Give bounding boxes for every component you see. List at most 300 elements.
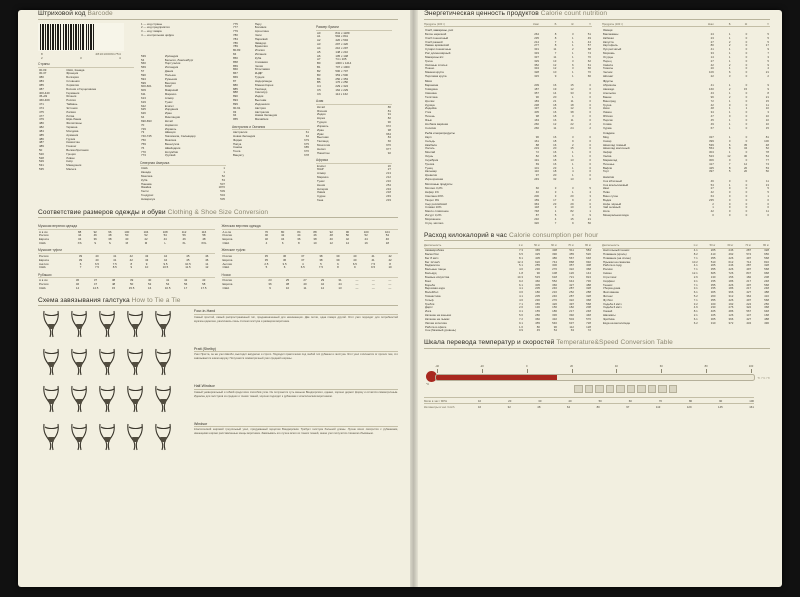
table-row (424, 222, 592, 226)
table-cell: 0 (745, 191, 748, 195)
table-cell: Бильярд (425, 272, 437, 276)
table-cell: Иран (164, 112, 172, 116)
table-cell: 3.1 (693, 279, 698, 283)
table-cell: 531 (39, 164, 44, 168)
table-cell: 1 (728, 32, 731, 36)
table-cell: 64 (305, 134, 309, 138)
thermometer-tick-label: 20 (570, 365, 574, 369)
table-cell: 44 (364, 238, 368, 242)
tie-step-figure (122, 347, 149, 376)
heading-en: Temperature&Speed Conversion Table (556, 339, 673, 347)
table-cell: Курица (425, 103, 435, 107)
table-cell: 56 (587, 221, 591, 225)
table-cell: 0 (728, 206, 731, 210)
conversion-value: 10 (478, 398, 482, 403)
table-cell: 16 (553, 151, 557, 155)
table-cell: 42 (710, 103, 714, 107)
table-cell: Куба (141, 178, 148, 182)
table-cell: 515 (535, 275, 540, 279)
table-cell: 554 (709, 147, 714, 151)
table-cell: 105 (710, 314, 716, 318)
table-cell: 427 (569, 283, 574, 287)
table-cell: 5 (728, 170, 731, 174)
table-cell: — (371, 283, 375, 287)
table-cell: 29 (320, 279, 325, 283)
table-cell: Печень (425, 115, 435, 119)
table-cell: 3 (554, 194, 557, 198)
table-cell: Манная крупа (425, 71, 444, 75)
thermometer-tick-label: 60 (659, 365, 663, 369)
table-cell: 0 (589, 174, 591, 178)
table-row (140, 198, 226, 202)
table-cell: 357 (534, 92, 540, 96)
table-row (232, 118, 310, 122)
size-conversion-table (222, 279, 399, 290)
page-gutter-shadow (410, 10, 418, 587)
table-cell: Верховая езда (425, 287, 445, 291)
table-cell: 36 (282, 258, 287, 262)
table-cell: 6.5 (300, 266, 305, 270)
table-cell: Новая Зеландия (233, 134, 256, 138)
table-cell: 72 (535, 151, 540, 155)
table-cell: 144 (586, 272, 591, 276)
table-cell: 890 (233, 95, 238, 99)
table-cell: 4.1 (693, 264, 698, 268)
table-cell: 455 (569, 252, 574, 256)
table-cell: 0 (745, 92, 748, 96)
table-cell: Прыжки на скакалке (603, 260, 631, 264)
table-cell: 6 (283, 266, 286, 270)
table-cell: 45+49 (39, 95, 48, 99)
table-cell: 11 (765, 210, 769, 214)
tie-step-figure (66, 309, 93, 338)
table-cell: 8 (554, 44, 557, 48)
table-cell: Мороженое (425, 217, 441, 221)
column-header: Б (540, 23, 557, 27)
table-cell: 721 (569, 275, 574, 279)
table-cell: 73 (141, 131, 145, 135)
table-cell: ЮАР (164, 85, 172, 89)
table-cell: 492 (728, 252, 734, 256)
conversion-value: 64 (566, 405, 571, 410)
thermometer-fill (436, 375, 557, 380)
table-cell: 9 (354, 266, 356, 270)
table-cell: 54 (166, 283, 170, 287)
speed-conversion-rows (424, 397, 754, 410)
column-header: 80 кг (575, 244, 592, 248)
table-cell: 366 (552, 283, 557, 287)
table-cell: 6 (281, 241, 284, 245)
table-cell: 35 (264, 254, 268, 258)
conversion-value: 161 (749, 405, 754, 410)
table-cell: 50 (129, 283, 134, 287)
table-cell: Болгария (66, 76, 79, 80)
table-row (424, 329, 592, 333)
table-cell: 168 (764, 314, 769, 318)
conversion-value: 90 (719, 398, 723, 403)
table-cell: 74 (587, 52, 591, 56)
table-cell: Масло сливочное (425, 210, 449, 214)
tie-step-figure (94, 347, 121, 376)
table-cell: Новая Зеландия (254, 114, 278, 118)
column-header: 60 кг (541, 244, 558, 248)
table-cell: 1 (589, 210, 591, 214)
table-cell: 90-91 (233, 106, 241, 110)
table-cell: 676 (304, 150, 309, 154)
group-label: Молочные продукты (425, 182, 453, 187)
table-cell: 12 (553, 122, 557, 126)
table-cell: 277 (534, 44, 540, 48)
table-cell: 4.1 (518, 295, 523, 298)
table-cell: 205 (535, 287, 540, 291)
table-cell: 482 (39, 126, 44, 130)
table-cell: 337 (534, 55, 540, 59)
table-cell: 0 (745, 48, 748, 52)
table-cell: 156 (552, 306, 557, 310)
oceania-table (232, 131, 310, 158)
table-cell: 3 (554, 206, 557, 210)
table-cell: 455 (535, 321, 540, 325)
table-cell: 333 (534, 52, 540, 56)
table-cell: 0 (745, 214, 748, 218)
table-cell: Мексика (164, 139, 177, 143)
table-cell: 1 (572, 155, 574, 159)
table-cell: 40 (535, 191, 540, 195)
table-cell: 41 (166, 279, 170, 283)
table-cell: Овсяные хлопья (425, 63, 448, 67)
table-cell: 18 (553, 170, 557, 174)
table-cell: Картофель (603, 44, 618, 48)
table-cell: 260 (710, 295, 716, 298)
table-cell: 8 (298, 241, 300, 245)
table-cell: 210 x 297 (335, 46, 349, 50)
table-cell: 5 (320, 262, 322, 266)
table-cell: 0 (728, 198, 731, 202)
table-cell: XS (77, 241, 82, 245)
table-cell: A2 (317, 39, 321, 43)
table-cell: Мёд (603, 135, 609, 139)
table-cell: 740-745 (141, 135, 152, 139)
table-cell: 7.1 (693, 256, 698, 260)
table-cell: 82 (535, 155, 540, 159)
tie-step-figure (38, 347, 65, 376)
table-cell: 0 (767, 198, 769, 202)
table-cell: 520 (39, 152, 44, 156)
table-cell: Батон нарезной (425, 32, 447, 36)
table-cell: 186 (552, 310, 557, 314)
table-cell: 1 (728, 111, 731, 115)
table-cell: 2 (572, 143, 574, 147)
table-cell: Сахар (603, 139, 612, 143)
table-cell: Печенье (603, 162, 615, 166)
table-cell: Авокадо (603, 88, 615, 92)
table-cell: Тонга (233, 150, 241, 154)
table-cell: 0 (589, 202, 591, 206)
barcode-digit-main: 4810100091754 (95, 51, 121, 56)
table-cell: 1 (728, 55, 731, 59)
table-cell: 1 (767, 194, 769, 198)
table-cell: 130 (710, 275, 716, 279)
table-cell: 36 (282, 254, 287, 258)
table-cell: 363 (534, 202, 540, 206)
table-cell: 47 (93, 283, 98, 287)
table-cell: 54 (141, 58, 145, 62)
table-cell: 118 (534, 206, 540, 210)
table-cell: 305 (710, 317, 716, 321)
table-cell: 352 (534, 63, 540, 67)
table-cell: 568 (764, 298, 769, 302)
table-cell: 40 (95, 258, 99, 262)
table-cell: 90 (535, 95, 540, 99)
calorie-per-hour-table-left (424, 244, 592, 333)
table-row (38, 242, 215, 246)
table-cell: 62 (587, 59, 591, 63)
table-cell: A6 (317, 54, 321, 58)
table-cell: 497 (746, 298, 752, 302)
table-cell: 9 (767, 48, 769, 52)
table-cell: 1 (223, 167, 225, 171)
table-cell: 58 (202, 234, 206, 238)
table-cell: 11 (570, 99, 574, 103)
table-cell: 6.5 (95, 262, 100, 266)
table-cell: 54 (765, 155, 769, 159)
table-cell: 24 (570, 126, 574, 130)
table-cell: 789 (233, 45, 238, 49)
table-cell: 4.6 (518, 298, 523, 302)
heading-ru: Энергетическая ценность продуктов (424, 10, 539, 17)
table-cell: 3 (572, 187, 574, 191)
table-cell: Водка (603, 198, 612, 202)
table-cell: 426 (728, 268, 734, 272)
table-cell: 368 (586, 298, 591, 302)
table-cell: 00-09 (39, 68, 47, 72)
table-cell: 15 (765, 126, 769, 130)
table-cell: Армения (66, 133, 79, 137)
table-cell: 12 (727, 155, 731, 159)
table-cell: Кола (603, 210, 610, 214)
table-cell: 234 (386, 187, 391, 191)
table-cell: Шоколад тёмный (603, 143, 627, 147)
table-cell: Шри-Ланка (66, 118, 82, 122)
table-cell: Маврикий (164, 89, 179, 93)
left-page (38, 10, 398, 587)
table-cell: 612 (728, 260, 734, 264)
table-cell: 80 (710, 44, 714, 48)
table-cell: — (388, 279, 392, 283)
table-cell: 0 (745, 187, 748, 191)
table-cell: 489 (39, 145, 44, 149)
group-label: Хлеб, макароны, рис (425, 27, 454, 32)
table-cell: 82 (387, 117, 391, 121)
table-cell: 784 (233, 37, 238, 41)
table-cell: 8.1 (693, 310, 698, 314)
table-cell: 18 (553, 158, 557, 162)
table-cell: 546 (552, 321, 557, 325)
table-cell: 0 (728, 179, 731, 183)
table-cell: Перловая крупа (425, 75, 447, 79)
table-cell: 9.5 (371, 266, 376, 270)
table-cell: 773 (141, 154, 146, 158)
table-cell: 353 x 500 (335, 73, 349, 77)
table-cell: 13 (570, 177, 574, 181)
table-cell: 600-601 (141, 85, 152, 89)
table-cell: 637 (569, 321, 574, 325)
table-cell: 1 (572, 71, 574, 75)
table-cell: 0 (745, 122, 748, 126)
table-cell: — (355, 286, 359, 290)
table-cell: 420 x 594 (335, 39, 349, 43)
table-cell: 3.5 (282, 262, 287, 266)
table-cell: 96 (535, 135, 540, 139)
table-cell: 0 (745, 36, 748, 40)
table-cell: 568 (764, 268, 769, 272)
table-cell: Сок яблочный (603, 179, 622, 183)
table-cell: 58 (202, 283, 206, 287)
table-cell: 622 (141, 104, 146, 108)
table-cell: 80 (281, 230, 285, 234)
table-cell: 425 (709, 166, 714, 170)
table-cell: 161 (534, 139, 540, 143)
table-cell: Таиланд (254, 87, 267, 91)
table-cell: Гаити (141, 190, 149, 194)
section-heading-nutrition (424, 10, 770, 20)
column-header: Ккал (693, 23, 715, 27)
table-cell: 410 (710, 252, 716, 256)
table-cell: Израиль (317, 124, 329, 128)
table-cell: 1 (728, 118, 731, 122)
table-cell: Баранина (425, 84, 439, 88)
table-cell: 780 (233, 33, 238, 37)
table-cell: 7.2 (518, 317, 523, 321)
table-cell: 33 (710, 52, 714, 56)
table-cell: 230 (710, 306, 716, 310)
table-cell: S (108, 241, 111, 245)
table-cell: 497 (746, 268, 752, 272)
table-row (38, 266, 215, 270)
table-cell: 40 (329, 238, 333, 242)
table-cell: Зефир (603, 151, 612, 155)
table-cell: 12 (570, 88, 574, 92)
table-cell: 76 (264, 230, 269, 234)
table-cell: Англия (39, 262, 49, 266)
table-cell: 42 (129, 254, 133, 258)
table-cell: 0 (745, 44, 748, 48)
table-cell: 7.5 (112, 262, 117, 266)
table-cell: Судан (317, 195, 326, 199)
tie-knot-block (38, 309, 398, 339)
table-cell: Гватемала, Сальвадор (164, 135, 196, 139)
table-cell: 3.1 (518, 310, 523, 314)
table-cell: 1 (572, 95, 574, 99)
section-heading-size (38, 209, 398, 219)
group-label: Овощи (603, 27, 613, 32)
group-label: Рыба и морепродукты (425, 130, 455, 135)
table-cell: 1 (572, 55, 574, 59)
table-cell: Югославия (254, 68, 270, 72)
table-cell: Непал (317, 147, 326, 151)
africa-title: Африка (316, 158, 392, 164)
table-row (232, 154, 310, 158)
table-cell: 11 (765, 103, 769, 107)
table-cell: 260 (534, 122, 540, 126)
table-cell: 205 (710, 264, 716, 268)
table-cell: Шпинат (603, 75, 614, 79)
table-cell: 116 (201, 230, 207, 234)
thermometer-tick-label: -40 (435, 365, 439, 369)
size-conversion-table (222, 255, 399, 270)
size-conversion-table (222, 231, 399, 246)
table-cell: Израиль (164, 127, 177, 131)
table-cell: 426 (728, 283, 734, 287)
table-cell: 594 x 841 (335, 35, 349, 39)
table-cell: Литва (66, 114, 75, 118)
table-cell: 366 (728, 317, 734, 321)
table-cell: Халва (603, 155, 612, 159)
table-cell: 750 (141, 139, 146, 143)
table-cell: 3.2 (693, 302, 698, 306)
table-row (140, 154, 226, 158)
table-cell: 728 (586, 321, 591, 325)
table-cell: 4 (554, 217, 557, 221)
table-cell: 54 (385, 234, 389, 238)
table-cell: 1 (728, 59, 731, 63)
table-cell: 232 (534, 217, 540, 221)
table-cell: Италия (254, 49, 265, 53)
table-cell: 3 (572, 214, 574, 218)
table-cell: 11 (553, 126, 557, 130)
column-header: 60 кг (717, 244, 735, 248)
table-cell: 100 (764, 139, 769, 143)
table-cell: 8 (337, 266, 339, 270)
table-cell: Ходьба 4 км/ч (603, 302, 622, 306)
table-cell: 14 (75, 286, 80, 290)
table-cell: 968 (764, 272, 769, 276)
table-cell: 0 (745, 198, 748, 202)
table-cell: 297 x 420 (335, 43, 349, 47)
table-cell: 605 (710, 272, 716, 276)
table-cell: 46 (182, 238, 186, 242)
table-cell: 1 (728, 107, 731, 111)
table-cell: 87 (233, 79, 237, 83)
table-cell: 560 (141, 62, 146, 66)
section-heading-barcode (38, 10, 398, 20)
barcode-group-3: 3 (80, 55, 82, 60)
table-cell: Кабачки (603, 36, 614, 40)
table-cell: 0 (589, 155, 591, 159)
table-cell: 1 (728, 67, 731, 71)
table-cell: L (164, 241, 166, 245)
table-cell: Словакия (254, 60, 268, 64)
table-cell: 8.1 (518, 256, 523, 260)
table-cell: 7.1 (693, 283, 698, 287)
table-cell: 4 (572, 170, 574, 174)
table-cell: 180 (535, 291, 540, 295)
table-cell: 0 (745, 99, 748, 103)
table-cell: 230 (535, 298, 540, 302)
tie-knot-name: Four-in-Hand (194, 309, 398, 315)
table-cell: 0 (589, 162, 591, 166)
table-cell: 287 (746, 248, 752, 253)
table-cell: 0 (589, 170, 591, 174)
table-cell: Сгущ. молоко (425, 221, 444, 225)
size-table-title: Мужские туфли (38, 248, 215, 254)
table-cell: 569 (141, 66, 146, 70)
table-cell: Футбол (603, 298, 613, 302)
table-cell: 18 (385, 241, 389, 245)
table-cell: 92 (387, 151, 391, 155)
table-cell: 0 (745, 32, 748, 36)
calorie-per-hour-table-right (602, 244, 770, 326)
